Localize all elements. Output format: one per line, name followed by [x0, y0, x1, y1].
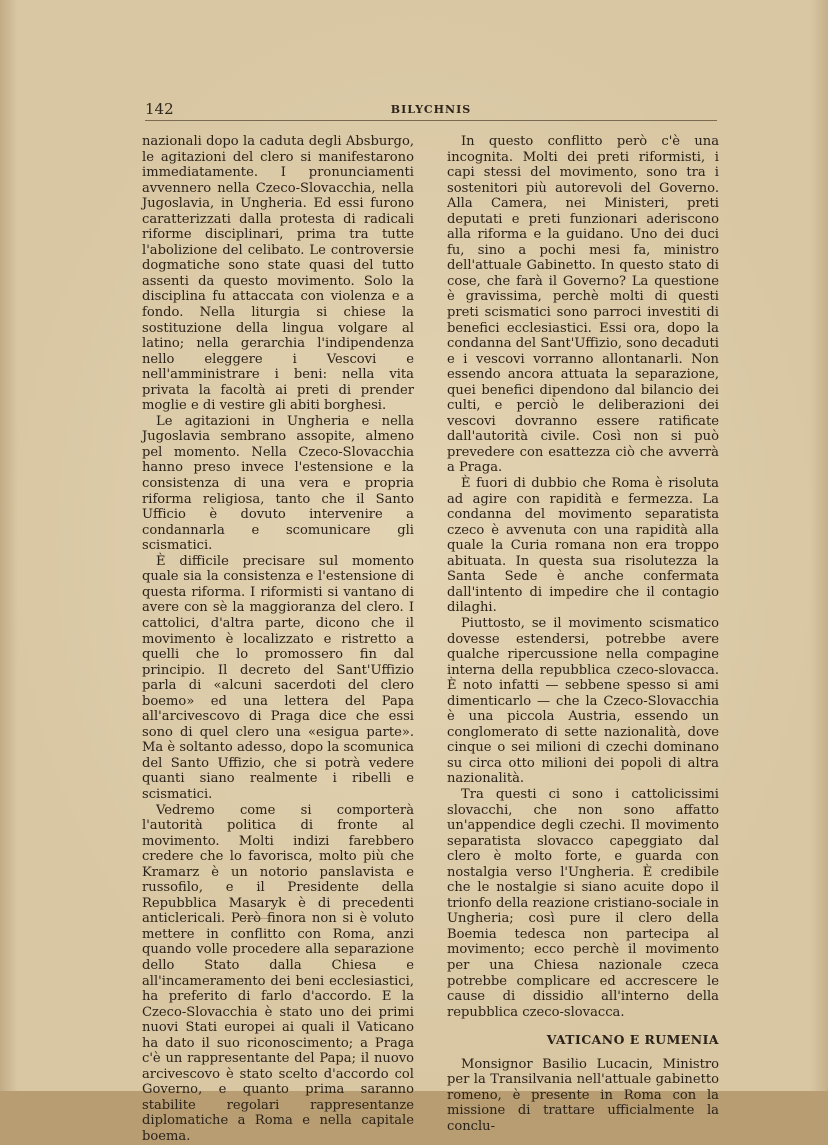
paragraph: Tra questi ci sono i cattolicissimi slovacchi, che non sono affatto un'appendice degli czechi. Il movimento separatista slovacco capeggiato dal clero è molto forte, e guarda con nostalgia verso l'Ungheria. È credibile che le nostalgie si siano acuite dopo il trionfo della reazione cristiano-sociale in Ungheria; così pure il clero della Boemia tedesca non partecipa al movimento; ecco perchè il movimento per una Chiesa nazionale czeca potrebbe complicare ed accrescere le cause di dissidio all'interno della repubblica czeco-slovacca.	[447, 786, 719, 1020]
paragraph: Vedremo come si comporterà l'autorità politica di fronte al movimento. Molti indizi farebbero credere che lo favorisca, molto più che Kramarz è un notorio panslavista e russofilo, e il Presidente della Repubblica Masaryk è di precedenti anticlericali. Però finora non si è voluto mettere in conflitto con Roma, anzi quando volle procedere alla separazione dello Stato dalla Chiesa e all'incameramento dei beni ecclesiastici, ha preferito di farlo d'accordo. E la Czeco-Slovacchia è stato uno dei primi nuovi Stati europei ai quali il Vaticano ha dato il suo riconoscimento; a Praga c'è un rappresentante del Papa; il nuovo arcivescovo è stato scelto d'accordo col Governo, e quanto prima saranno stabilite regolari rappresentanze diplomatiche a Roma e nella capitale boema.	[142, 802, 414, 1144]
page-number: 142	[145, 100, 174, 118]
section-heading: VATICANO E RUMENIA	[546, 1032, 719, 1048]
paragraph: Piuttosto, se il movimento scismatico dovesse estendersi, potrebbe avere qualche ripercussione nella compagine interna della repubblica czeco-slovacca. È noto infatti — sebbene spesso si ami dimenticarlo — che la Czeco-Slovacchia è una piccola Austria, essendo un conglomerato di sette nazionalità, dove cinque o sei milioni di czechi dominano su circa otto milioni dei popoli di altra nazionalità.	[447, 615, 719, 787]
paragraph: È difficile precisare sul momento quale sia la consistenza e l'estensione di questa riforma. I riformisti si vantano di avere con sè la maggioranza del clero. I cattolici, d'altra parte, dicono che il movimento è localizzato e ristretto a quelli che lo promossero fin dal principio. Il decreto del Sant'Uffizio parla di «alcuni sacerdoti del clero boemo» ed una lettera del Papa all'arcivescovo di Praga dice che essi sono di quel clero una «esigua parte». Ma è soltanto adesso, dopo la scomunica del Santo Uffizio, che si potrà vedere quanti siano realmente i ribelli e scismatici.	[142, 553, 414, 802]
right-column	[447, 134, 719, 1134]
ink-smudge	[240, 918, 270, 922]
journal-title: BILYCHNIS	[390, 103, 472, 116]
paragraph: È fuori di dubbio che Roma è risoluta ad agire con rapidità e fermezza. La condanna del movimento separatista czeco è avvenuta con una rapidità alla quale la Curia romana non era troppo abituata. In questa sua risolutezza la Santa Sede è anche confermata dall'intento di impedire che il contagio dilaghi.	[447, 476, 719, 616]
paragraph: Le agitazioni in Ungheria e nella Jugoslavia sembrano assopite, almeno pel momento. Nella Czeco-Slovacchia hanno preso invece l'estensione e la consistenza di una vera e propria riforma religiosa, tanto che il Santo Ufficio è dovuto intervenire a condannarla e scomunicare gli scismatici.	[142, 413, 414, 554]
paragraph: nazionali dopo la caduta degli Absburgo, le agitazioni del clero si manifestarono immediatamente. I pronunciamenti avvennero nella Czeco-Slovacchia, nella Jugoslavia, in Ungheria. Ed essi furono caratterizzati dalla protesta di radicali riforme disciplinari, prima tra tutte l'abolizione del celibato. Le controversie dogmatiche sono state quasi del tutto assenti da questo movimento. Solo la disciplina fu attaccata con violenza e a fondo. Nella liturgia si chiese la sostituzione della lingua volgare al latino; nella gerarchia l'indipendenza nello eleggere i Vescovi e nell'amministrare i beni: nella vita privata la facoltà ai preti di prender moglie e di vestire gli abiti borghesi.	[142, 134, 414, 414]
left-column	[142, 134, 414, 1145]
paragraph: In questo conflitto però c'è una incognita. Molti dei preti riformisti, i capi stessi del movimento, sono tra i sostenitori più autorevoli del Governo. Alla Camera, nei Ministeri, preti deputati e preti funzionari aderiscono alla riforma e la guidano. Uno dei duci fu, sino a pochi mesi fa, ministro dell'attuale Gabinetto. In questo stato di cose, che farà il Governo? La questione è gravissima, perchè molti di questi preti scismatici sono parroci investiti di benefici ecclesiastici. Essi ora, dopo la condanna del Sant'Uffizio, sono decaduti e i vescovi vorranno allontanarli. Non essendo ancora attuata la separazione, quei benefici dipendono dal bilancio dei culti, e perciò le deliberazioni dei vescovi dovranno essere ratificate dall'autorità civile. Così non si può prevedere con esattezza ciò che avverrà a Praga.	[447, 134, 719, 476]
paragraph: Monsignor Basilio Lucacin, Ministro per la Transilvania nell'attuale gabinetto romeno, è presente in Roma con la missione di trattare ufficialmente la conclu-	[447, 1056, 719, 1134]
running-header	[145, 98, 717, 121]
